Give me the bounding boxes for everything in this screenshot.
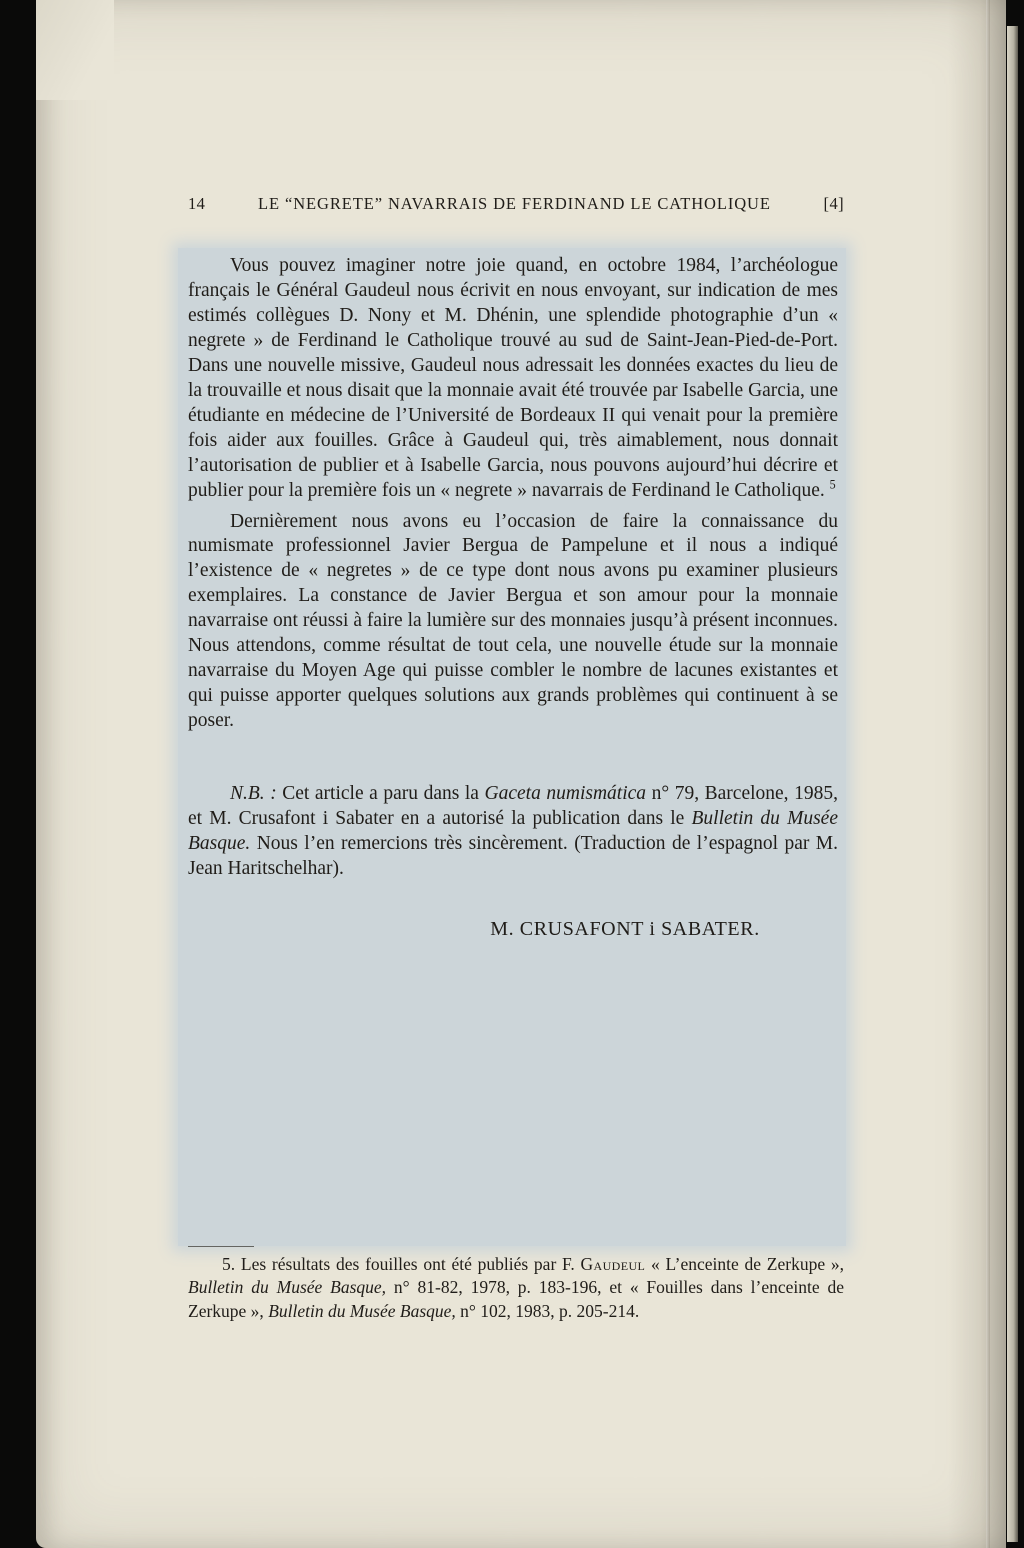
running-header (188, 194, 844, 214)
page-number: 14 (188, 194, 206, 213)
page-crease (986, 0, 990, 1548)
page-corner-fold (36, 0, 114, 100)
footnote-block (188, 1246, 844, 1323)
paragraph-1: Vous pouvez imaginer notre joie quand, en octobre 1984, l’archéologue français le Général Gaudeul nous écrivit en nous envoyant, sur indication de mes estimés collègues D. Nony et M. Dhénin, une splendide photographie d’un « negrete » de Ferdinand le Catholique trouvé au sud de Saint-Jean-Pied-de-Port. Dans une nouvelle missive, Gaudeul nous adressait les données exactes du lieu de la trouvaille et nous disait que la monnaie avait été trouvée par Isabelle Garcia, une étudiante en médecine de l’Université de Bordeaux II qui venait pour la première fois aider aux fouilles. Grâce à Gaudeul qui, très aimablement, nous donnait l’autorisation de publier et à Isabelle Garcia, nous pouvons aujourd’hui décrire et publier pour la première fois un « negrete » navarrais de Ferdinand le Catholique. $^5$ (188, 255, 838, 501)
footnote-5: 5. Les résultats des fouilles ont été publiés par F. Gaudeul « L’enceinte de Zerkupe », Bulletin du Musée Basque, n° 81-82, 1978, p. 183-196, et « Fouilles dans l’enceinte de Zerkupe », Bulletin du Musée Basque, n° 102, 1983, p. 205-214. (188, 1254, 844, 1321)
author-signature: M. CRUSAFONT i SABATER. (490, 917, 760, 940)
nb-note: N.B. : Cet article a paru dans la Gaceta numismática n° 79, Barcelone, 1985, et M. Crusafont i Sabater en a autorisé la publication dans le Bulletin du Musée Basque. Nous l’en remercions très sincèrement. (Traduction de l’espagnol par M. Jean Haritschelhar). (188, 783, 838, 879)
paragraph-2: Dernièrement nous avons eu l’occasion de faire la connaissance du numismate professionnel Javier Bergua de Pampelune et il nous a indiqué l’existence de « negretes » de ce type dont nous avons pu examiner plusieurs exemplaires. La constance de Javier Bergua et son amour pour la monnaie navarraise ont réussi à faire la lumière sur des monnaies jusqu’à présent inconnues. Nous attendons, comme résultat de tout cela, une nouvelle étude sur la monnaie navarraise du Moyen Age qui puisse combler le nombre de lacunes existantes et qui puisse apporter quelques solutions aux grands problèmes qui continuent à se poser. (188, 510, 838, 732)
gutter-shadow (948, 0, 1006, 1548)
adjacent-page-edge (1007, 26, 1018, 1542)
bracket-folio: [4] (823, 194, 844, 213)
footnote-rule (188, 1246, 254, 1247)
scan-tint-text-block (178, 248, 846, 1246)
book-page (36, 0, 1006, 1548)
running-title: LE “NEGRETE” NAVARRAIS DE FERDINAND LE CATHOLIQUE (258, 194, 771, 213)
